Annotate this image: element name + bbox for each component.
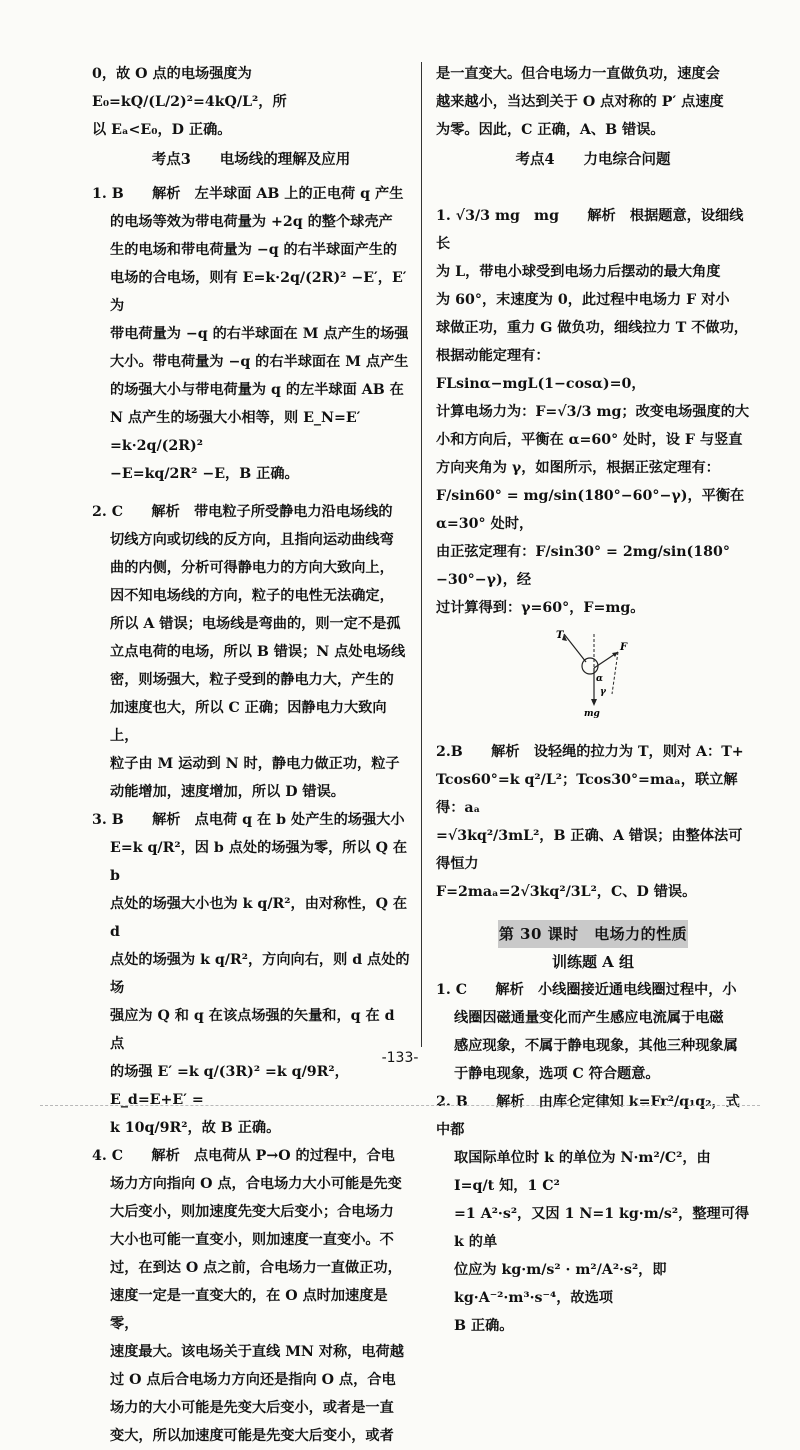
right-column [436, 60, 750, 1340]
text-line: 1. C 解析 小线圈接近通电线圈过程中，小 [436, 982, 737, 998]
text-line: 过，在到达 O 点之前，合电场力一直做正功， [110, 1260, 402, 1276]
text-line: E=k q/R²，因 b 点处的场强为零，所以 Q 在 b [110, 840, 408, 884]
text-line: 速度最大。该电场关于直线 MN 对称，电荷越 [110, 1344, 404, 1360]
column-divider [421, 62, 422, 1047]
page-number: -133- [381, 1050, 419, 1066]
text-line: 取国际单位时 k 的单位为 N·m²/C²，由 I=q/t 知，1 C² [454, 1150, 711, 1194]
text-line: 大小。带电荷量为 −q 的右半球面在 M 点产生 [110, 354, 409, 370]
label-gamma: γ [600, 687, 606, 697]
text-line: 1. √3/3 mg mg 解析 根据题意，设细线长 [436, 208, 744, 252]
text-line: 粒子由 M 运动到 N 时，静电力做正功，粒子 [110, 756, 400, 772]
force-answer-2 [436, 738, 750, 906]
text-line: 的电场等效为带电荷量为 +2q 的整个球壳产 [110, 214, 393, 230]
text-line: N 点产生的场强大小相等，则 E_N=E′ =k·2q/(2R)² [110, 410, 361, 454]
text-line: 小和方向后，平衡在 α=60° 处时，设 F 与竖直 [436, 432, 743, 448]
text-line: =1 A²·s²，又因 1 N=1 kg·m/s²，整理可得 k 的单 [454, 1206, 750, 1250]
text-line: 为零。因此，C 正确，A、B 错误。 [436, 122, 665, 138]
text-line: 所以 A 错误；电场线是弯曲的，则一定不是孤 [110, 616, 401, 632]
label-mg: mg [584, 709, 600, 718]
text-line: F=2maₐ=2√3kq²/3L²，C、D 错误。 [436, 884, 697, 900]
text-line: 变大，所以加速度可能是先变大后变小，或者 [110, 1428, 394, 1444]
text-line: 是一直变大。但合电场力一直做负功，速度会 [436, 66, 720, 82]
text-line: 大后变小，则加速度先变大后变小；合电场力 [110, 1204, 394, 1220]
answer-item-1 [92, 180, 410, 488]
text-line: 线圈因磁通量变化而产生感应电流属于电磁 [454, 1010, 724, 1026]
text-line: 方向夹角为 γ，如图所示，根据正弦定理有： [436, 460, 720, 476]
force-diagram [546, 628, 656, 718]
training-answer-2 [436, 1088, 750, 1340]
text-line: 以 Eₐ<E₀，D 正确。 [92, 122, 232, 138]
text-line: B 正确。 [454, 1318, 514, 1334]
text-line: 因不知电场线的方向，粒子的电性无法确定， [110, 588, 394, 604]
lesson-title: 第 30 课时 电场力的性质 [498, 920, 688, 948]
text-line: k 10q/9R²，故 B 正确。 [110, 1120, 281, 1136]
text-line: 于静电现象，选项 C 符合题意。 [454, 1066, 660, 1082]
text-line: 动能增加，速度增加，所以 D 错误。 [110, 784, 345, 800]
text-line: 密，则场强大，粒子受到的静电力大，产生的 [110, 672, 394, 688]
section-title-4: 考点4 力电综合问题 [515, 151, 671, 168]
text-line: F/sin60° = mg/sin(180°−60°−γ)，平衡在 α=30° 处时， [436, 488, 745, 532]
text-line: 场力方向指向 O 点，合电场力大小可能是先变 [110, 1176, 402, 1192]
text-line: 为 L，带电小球受到电场力后摆动的最大角度 [436, 264, 721, 280]
text-line: 1. B 解析 左半球面 AB 上的正电荷 q 产生 [92, 186, 404, 202]
text-line: =√3kq²/3mL²，B 正确、A 错误；由整体法可得恒力 [436, 828, 743, 872]
label-f: F [620, 642, 628, 653]
text-line: 切线方向或切线的反方向，且指向运动曲线弯 [110, 532, 394, 548]
text-line: 过计算得到：γ=60°，F=mg。 [436, 600, 645, 616]
text-line: 过 O 点后合电场力方向还是指向 O 点，合电 [110, 1372, 396, 1388]
answer-item-4 [92, 1142, 410, 1450]
text-line: 场力的大小可能是先变大后变小，或者是一直 [110, 1400, 394, 1416]
text-line: 感应现象，不属于静电现象，其他三种现象属 [454, 1038, 738, 1054]
text-line: 根据动能定理有：FLsinα−mgL(1−cosα)=0， [436, 348, 646, 392]
text-line: 电场的合电场，则有 E=k·2q/(2R)² −E′，E′ 为 [110, 270, 407, 314]
text-line: 0，故 O 点的电场强度为 E₀=kQ/(L/2)²=4kQ/L²，所 [92, 66, 287, 110]
text-line: 的场强大小与带电荷量为 q 的左半球面 AB 在 [110, 382, 404, 398]
text-line: 强应为 Q 和 q 在该点场强的矢量和，q 在 d 点 [110, 1008, 395, 1052]
text-line: 的场强 E′ =k q/(3R)² =k q/9R²，E_d=E+E′ = [110, 1064, 349, 1108]
label-alpha: α [596, 674, 603, 684]
label-t: T [556, 630, 564, 641]
text-line: 2. B 解析 由库仑定律知 k=Fr²/q₁q₂，式中都 [436, 1094, 740, 1138]
text-line: 生的电场和带电荷量为 −q 的右半球面产生的 [110, 242, 398, 258]
left-column [92, 60, 410, 1450]
text-line: 点处的场强大小也为 k q/R²，由对称性，Q 在 d [110, 896, 408, 940]
text-line: 球做正功，重力 G 做负功，细线拉力 T 不做功， [436, 320, 748, 336]
text-line: 3. B 解析 点电荷 q 在 b 处产生的场强大小 [92, 812, 405, 828]
text-line: −E=kq/2R² −E，B 正确。 [110, 466, 299, 482]
text-line: Tcos60°=k q²/L²；Tcos30°=maₐ，联立解得：aₐ [436, 772, 738, 816]
text-line: 越来越小，当达到关于 O 点对称的 P′ 点速度 [436, 94, 724, 110]
text-line: 计算电场力为：F=√3/3 mg；改变电场强度的大 [436, 404, 750, 420]
force-answer-1 [436, 202, 750, 622]
group-title: 训练题 A 组 [551, 953, 635, 971]
text-line: 立点电荷的电场，所以 B 错误；N 点处电场线 [110, 644, 406, 660]
text-line: 点处的场强为 k q/R²，方向向右，则 d 点处的场 [110, 952, 410, 996]
answer-item-3 [92, 806, 410, 1142]
text-line: 2.B 解析 设轻绳的拉力为 T，则对 A：T+ [436, 744, 744, 760]
section-title-3: 考点3 电场线的理解及应用 [151, 151, 351, 168]
text-line: 速度一定是一直变大的，在 O 点时加速度是零， [110, 1288, 388, 1332]
text-line: 大小也可能一直变小，则加速度一直变小。不 [110, 1232, 394, 1248]
training-answer-1 [436, 976, 750, 1088]
answer-item-2 [92, 498, 410, 806]
text-line: 由正弦定理有：F/sin30° = 2mg/sin(180°−30°−γ)，经 [436, 544, 730, 588]
text-line: 加速度也大，所以 C 正确；因静电力大致向上， [110, 700, 387, 744]
scan-edge-line [40, 1105, 760, 1106]
text-line: 4. C 解析 点电荷从 P→O 的过程中，合电 [92, 1148, 395, 1164]
text-line: 2. C 解析 带电粒子所受静电力沿电场线的 [92, 504, 393, 520]
text-line: 位应为 kg·m/s² · m²/A²·s²，即 kg·A⁻²·m³·s⁻⁴，故选项 [454, 1262, 667, 1306]
text-line: 曲的内侧，分析可得静电力的方向大致向上， [110, 560, 394, 576]
text-line: 带电荷量为 −q 的右半球面在 M 点产生的场强 [110, 326, 409, 342]
text-line: 为 60°，末速度为 0，此过程中电场力 F 对小 [436, 292, 730, 308]
